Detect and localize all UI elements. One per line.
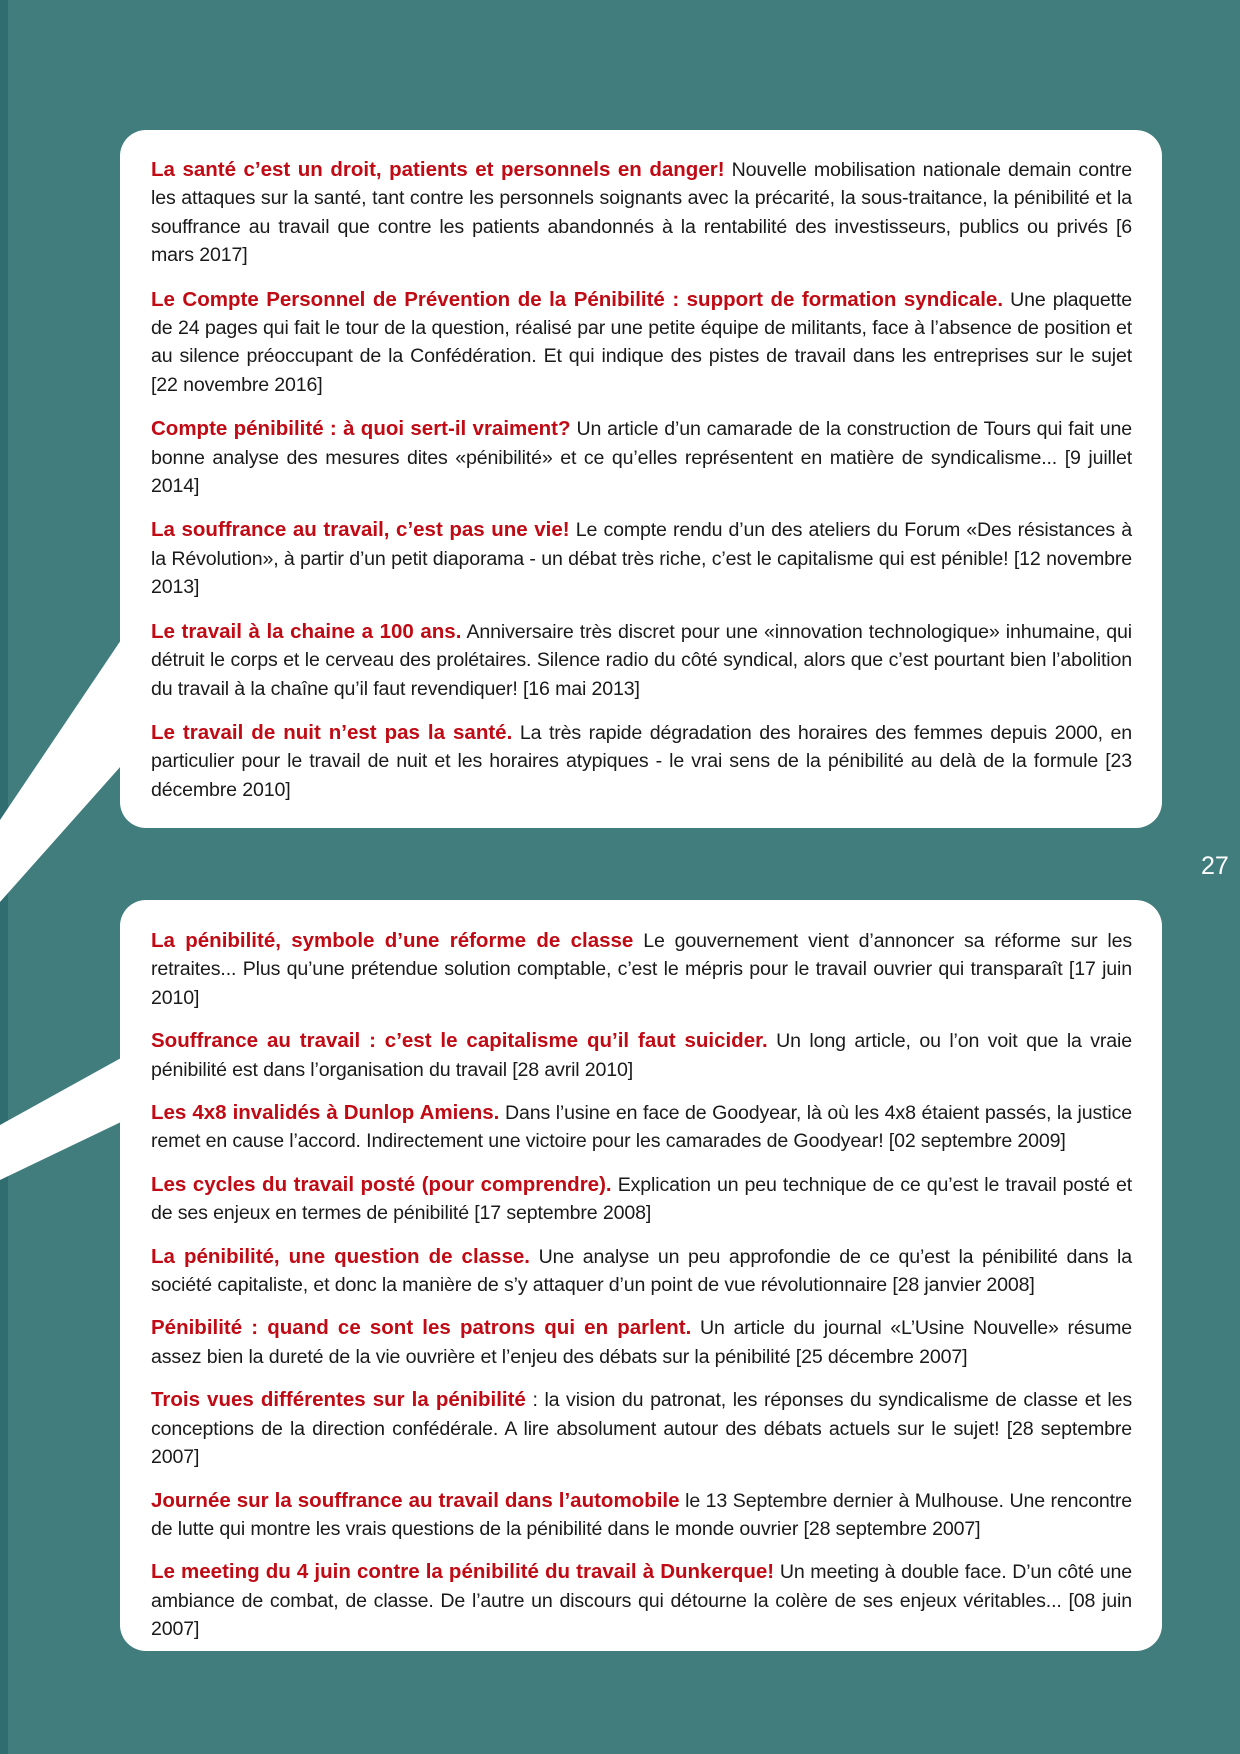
article-description: Un long article, ou l’on voit que la vraie pénibilité est dans l’organisation du travail [28 avril 2010] [151, 1030, 1132, 1081]
article-description: Explication un peu technique de ce qu’est le travail posté et de ses enjeux en termes de pénibilité [17 septembre 2008] [151, 1173, 1132, 1225]
article-title-link[interactable]: La souffrance au travail, c’est pas une vie! [151, 518, 570, 542]
article-description: Le gouvernement vient d’annoncer sa réforme sur les retraites... Plus qu’une prétendue solution comptable, c’est le mépris pour le travail ouvrier qui transparaît [17 juin 2010] [151, 930, 1132, 1009]
article-title-link[interactable]: Le meeting du 4 juin contre la pénibilité du travail à Dunkerque! [151, 1560, 775, 1584]
article-description: le 13 Septembre dernier à Mulhouse. Une rencontre de lutte qui montre les vrais questions de la pénibilité dans le monde ouvrier [28 septembre 2007] [151, 1489, 1132, 1540]
article-entry [151, 516, 1132, 601]
article-title-link[interactable]: Souffrance au travail : c’est le capitalisme qu’il faut suicider. [151, 1029, 768, 1053]
bottom-card [120, 900, 1162, 1651]
article-title-link[interactable]: Compte pénibilité : à quoi sert-il vraiment? [151, 417, 571, 441]
article-description: Un article du journal «L’Usine Nouvelle» résume assez bien la dureté de la vie ouvrière et l’enjeu des débats sur la pénibilité [25 décembre 2007] [151, 1317, 1132, 1368]
article-entry [151, 415, 1132, 500]
article-description: Une analyse un peu approfondie de ce qu’est la pénibilité dans la société capitaliste, et donc la manière de s’y attaquer d’un point de vue révolutionnaire [28 janvier 2008] [151, 1245, 1132, 1297]
article-entry [151, 1027, 1132, 1084]
top-card [120, 130, 1162, 828]
page-number: 27 [1201, 852, 1229, 880]
article-title-link[interactable]: Le Compte Personnel de Prévention de la Pénibilité : support de formation syndicale. [151, 287, 1004, 311]
article-entry [151, 719, 1132, 804]
article-title-link[interactable]: Le travail de nuit n’est pas la santé. [151, 720, 513, 744]
article-description: Nouvelle mobilisation nationale demain contre les attaques sur la santé, tant contre les personnels soignants avec la précarité, la sous-traitance, la pénibilité et la souffrance au travail que contre les patients abandonnés à la rentabilité des investisseurs, publics ou privés [6 mars 2017] [151, 159, 1132, 267]
article-entry [151, 1487, 1132, 1544]
article-entry [151, 156, 1132, 270]
wedge-top [0, 640, 121, 902]
article-description: Le compte rendu d’un des ateliers du Forum «Des résistances à la Révolution», à partir d’un petit diaporama - un débat très riche, c’est le capitalisme qui est pénible! [12 novembre 2013] [151, 519, 1132, 599]
article-title-link[interactable]: La pénibilité, une question de classe. [151, 1244, 530, 1268]
article-description: : la vision du patronat, les réponses du syndicalisme de classe et les conceptions de la direction confédérale. A lire absolument autour des débats actuels sur le sujet! [28 septembre 2007] [151, 1389, 1132, 1469]
article-entry [151, 1243, 1132, 1300]
article-entry [151, 1558, 1132, 1643]
article-title-link[interactable]: La pénibilité, symbole d’une réforme de classe [151, 929, 634, 952]
article-entry [151, 286, 1132, 400]
article-entry [151, 1171, 1132, 1228]
article-entry [151, 927, 1132, 1012]
article-title-link[interactable]: Les cycles du travail posté (pour comprendre). [151, 1172, 612, 1196]
article-title-link[interactable]: Trois vues différentes sur la pénibilité [151, 1388, 526, 1412]
article-description: Un article d’un camarade de la construction de Tours qui fait une bonne analyse des mesures dites «pénibilité» et ce qu’elles représentent en matière de syndicalisme... [9 juillet 2014] [151, 418, 1132, 498]
article-description: Dans l’usine en face de Goodyear, là où les 4x8 étaient passés, la justice remet en cause l’accord. Indirectement une victoire pour les camarades de Goodyear! [02 septembre 2009] [151, 1102, 1132, 1153]
article-entry [151, 1314, 1132, 1371]
wedge-bottom [0, 1058, 121, 1180]
article-title-link[interactable]: La santé c’est un droit, patients et personnels en danger! [151, 158, 725, 181]
article-entry [151, 1386, 1132, 1471]
article-description: Une plaquette de 24 pages qui fait le tour de la question, réalisé par une petite équipe de militants, face à l’absence de position et au silence préoccupant de la Confédération. Et qui indique des pistes de travail dans les entreprises sur le sujet [22 novembre 2016] [151, 288, 1132, 396]
article-title-link[interactable]: Les 4x8 invalidés à Dunlop Amiens. [151, 1101, 500, 1125]
article-entry [151, 1099, 1132, 1156]
article-description: Un meeting à double face. D’un côté une ambiance de combat, de classe. De l’autre un discours qui détourne la colère de ses enjeux véritables... [08 juin 2007] [151, 1561, 1133, 1641]
article-title-link[interactable]: Le travail à la chaine a 100 ans. [151, 619, 462, 643]
article-entry [151, 618, 1132, 703]
article-title-link[interactable]: Pénibilité : quand ce sont les patrons qui en parlent. [151, 1316, 692, 1340]
article-description: La très rapide dégradation des horaires des femmes depuis 2000, en particulier pour le travail de nuit et les horaires atypiques - le vrai sens de la pénibilité au delà de la formule [23 décembre 2010] [151, 721, 1133, 801]
article-title-link[interactable]: Journée sur la souffrance au travail dans l’automobile [151, 1488, 680, 1512]
article-description: Anniversaire très discret pour une «innovation technologique» inhumaine, qui détruit le corps et le cerveau des prolétaires. Silence radio du côté syndical, alors que c’est pourtant bien l’abolition du travail à la chaîne qu’il faut revendiquer! [16 mai 2013] [151, 620, 1132, 700]
